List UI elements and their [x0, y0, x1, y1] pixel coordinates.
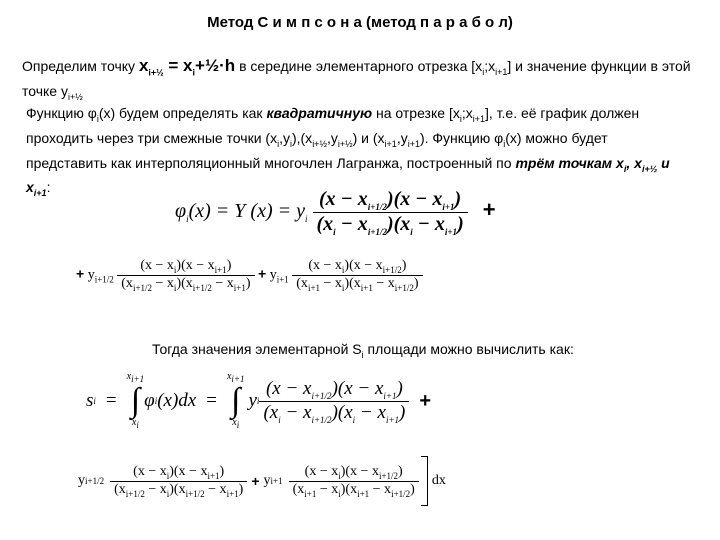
text: ;x	[484, 58, 496, 74]
formula-area-integral	[86, 372, 431, 430]
emphasis: квадратичную	[266, 105, 373, 121]
numerator	[259, 378, 409, 401]
text: ], т.е. её график должен проходить через три смежные точки (x	[26, 105, 640, 146]
subscript: i+½	[312, 138, 327, 149]
text: − x	[204, 481, 227, 497]
text: − x	[211, 275, 234, 291]
subscript: i+1/2	[132, 282, 153, 293]
subscript: i+1	[360, 282, 373, 293]
text: − x	[320, 275, 342, 291]
text: y	[248, 390, 257, 411]
subscript: i	[166, 470, 170, 481]
integral-icon: ∫	[231, 382, 241, 419]
paragraph-midpoint	[22, 56, 702, 107]
subscript: i+1/2	[94, 274, 114, 285]
subscript: i+1	[385, 414, 400, 425]
text: x	[131, 417, 137, 428]
subscript: i	[236, 420, 240, 430]
text: (x	[296, 275, 308, 291]
formula-midpoint	[138, 56, 236, 78]
subscript: i	[256, 396, 260, 406]
text: )	[454, 188, 462, 210]
text: y	[87, 267, 95, 283]
text: )	[245, 275, 251, 291]
text: − x	[335, 213, 368, 235]
formula-lagrange-2	[76, 258, 423, 293]
subscript: i+1/2	[367, 227, 387, 237]
subscript: i+1	[214, 264, 227, 275]
subscript: i+1/2	[367, 202, 387, 212]
subscript: i+1/2	[311, 414, 332, 425]
subscript: i+1/2	[192, 282, 212, 293]
text: ;x	[461, 105, 473, 121]
fraction	[313, 188, 468, 237]
text: − x	[369, 481, 392, 497]
integral	[227, 372, 245, 430]
text: (x − x	[308, 258, 342, 273]
subscript: i+1	[383, 390, 397, 401]
subscript: i+1/2	[85, 476, 105, 486]
numerator	[292, 258, 422, 275]
numerator	[117, 258, 254, 275]
numerator	[313, 188, 468, 212]
text: (x − x	[133, 463, 167, 479]
text: )	[401, 258, 407, 273]
subscript: i	[96, 113, 99, 124]
text: ,y	[396, 129, 408, 146]
denominator	[313, 212, 468, 237]
text: − x	[355, 401, 386, 423]
text: )(x − x	[344, 258, 383, 273]
fraction	[256, 377, 409, 425]
integral-icon: ∫	[130, 382, 141, 419]
text: ,y	[279, 129, 290, 146]
numerator	[289, 464, 419, 481]
text: dx	[431, 473, 446, 488]
text: и x	[26, 154, 670, 196]
fraction	[117, 258, 254, 293]
text: (x − x	[265, 377, 312, 399]
text: )(x − x	[169, 463, 208, 479]
text: (x	[114, 481, 126, 497]
subscript: i	[410, 227, 413, 237]
subscript: i+1	[131, 374, 145, 384]
text: на отрезке [x	[372, 105, 460, 121]
text: − x	[280, 401, 312, 423]
text: y	[78, 473, 85, 488]
text: )(x − x	[176, 258, 215, 273]
text: )(x	[340, 481, 358, 497]
equals-sign: =	[105, 390, 117, 411]
text: − x	[412, 213, 445, 235]
subscript: i	[173, 264, 177, 275]
text: )	[457, 213, 464, 235]
subscript: i+1	[442, 202, 455, 212]
subscript: i+1	[276, 274, 289, 285]
formula-area-continued	[78, 456, 446, 506]
subscript: i	[154, 396, 158, 406]
text: (x) будем определять как	[98, 105, 267, 121]
equals-sign: =	[206, 390, 217, 411]
subscript: i+1	[444, 227, 458, 237]
subscript: i+½	[148, 67, 164, 78]
plus-sign: +	[251, 473, 260, 489]
text: Функцию φ	[26, 105, 97, 121]
subscript: i+1/2	[185, 488, 205, 499]
subscript: i	[277, 138, 280, 149]
plus-sign: +	[419, 389, 432, 412]
fraction	[289, 464, 419, 499]
subscript: i	[289, 138, 292, 149]
plus-sign: +	[258, 265, 267, 282]
subscript: i+1	[472, 113, 485, 124]
text: в середине элементарного отрезка [x	[235, 58, 483, 74]
text: (x	[292, 481, 305, 497]
subscript: i+1	[495, 66, 508, 77]
text: )	[396, 377, 403, 399]
text: )	[399, 401, 406, 423]
subscript: i	[333, 227, 336, 237]
subscript: i	[459, 113, 462, 124]
phi-symbol: φ	[144, 390, 155, 411]
text: (x	[121, 275, 133, 291]
plus-sign: +	[482, 197, 496, 223]
text: s	[86, 390, 94, 411]
text: x	[138, 56, 149, 75]
subscript: i	[173, 282, 177, 293]
text: − x	[144, 481, 167, 497]
text: ). Функцию φ	[419, 129, 504, 146]
subscript: i+1	[407, 138, 420, 149]
text: )	[238, 481, 244, 497]
text: − x	[372, 275, 395, 291]
subscript: i	[352, 414, 356, 425]
subscript: i+1	[233, 282, 246, 293]
subscript: i+1	[307, 282, 321, 293]
text: )(x	[386, 213, 411, 235]
denominator	[292, 275, 422, 293]
text: − x	[316, 481, 339, 497]
text: трём точкам x	[515, 154, 624, 171]
subscript: i	[304, 214, 308, 225]
subscript: i	[278, 414, 281, 425]
text: , x	[626, 154, 642, 171]
text: (x − x	[140, 258, 174, 273]
text: ,y	[326, 129, 338, 146]
text: (x	[316, 213, 334, 235]
denominator	[289, 481, 419, 499]
text: − x	[152, 275, 174, 291]
subscript: i	[186, 214, 189, 225]
phi-symbol: φ	[175, 200, 187, 223]
text: y	[263, 473, 271, 488]
text: )(x − x	[331, 377, 384, 399]
text: )(x	[176, 275, 193, 291]
denominator	[110, 481, 247, 499]
text: ),(x	[291, 129, 313, 146]
subscript: i	[192, 67, 196, 78]
subscript: i	[93, 396, 96, 406]
text: )(x − x	[340, 463, 379, 479]
subscript: i+1	[304, 488, 317, 499]
subscript: i+1	[226, 488, 239, 499]
subscript: i+1/2	[394, 282, 414, 293]
text: ] и значение функции в этой точке y	[22, 58, 691, 100]
subscript: i+1/2	[311, 390, 332, 401]
plus-sign: +	[76, 265, 85, 282]
text: y	[269, 267, 277, 283]
subscript: i+½	[641, 163, 658, 174]
subscript: i	[503, 138, 506, 149]
subscript: i+1/2	[125, 488, 145, 499]
text: )	[398, 463, 403, 479]
text: x	[226, 371, 232, 382]
text: (x)dx	[157, 390, 197, 411]
subscript: i	[166, 488, 170, 499]
text: Тогда значения элементарной S	[152, 341, 362, 357]
fraction	[110, 464, 247, 499]
text: (x − x	[304, 463, 339, 479]
subscript: i	[338, 488, 341, 499]
page-title: Метод С и м п с о н а (метод п а р а б о л)	[207, 14, 513, 31]
text: (x) можно будет представить как интерполяционный многочлен Лагранжа, построенный по	[26, 129, 608, 171]
numerator	[110, 464, 247, 481]
formula-lagrange-1	[175, 188, 496, 237]
subscript: i+1	[207, 470, 220, 481]
text: )	[226, 258, 232, 273]
text: = x	[163, 56, 193, 75]
text: Определим точку	[22, 58, 139, 74]
subscript: i+1	[357, 488, 370, 499]
subscript: i	[136, 420, 139, 430]
text: )	[219, 463, 225, 479]
right-bracket-icon	[421, 456, 428, 506]
subscript: i+1	[231, 374, 245, 384]
text: x	[232, 417, 237, 428]
subscript: i+1/2	[382, 264, 402, 275]
subscript: i	[338, 470, 341, 481]
subscript: i	[623, 163, 627, 174]
subscript: i+1/2	[378, 470, 399, 481]
paragraph-area	[152, 340, 672, 365]
text: )(x − x	[386, 188, 443, 210]
text: )(x	[331, 401, 353, 423]
denominator	[259, 401, 409, 425]
text: (x) = Y (x) = y	[188, 200, 305, 223]
subscript: i+1	[270, 476, 283, 486]
subscript: i	[482, 66, 485, 77]
denominator	[117, 275, 254, 293]
subscript: i+1/2	[391, 488, 411, 499]
text: )	[410, 481, 415, 497]
subscript: i+1	[33, 188, 47, 199]
subscript: i	[361, 349, 364, 360]
text: ) и (x	[352, 129, 385, 146]
text: )(x	[169, 481, 186, 497]
text: (x − x	[319, 188, 368, 210]
text: (x	[263, 401, 279, 423]
fraction	[292, 258, 422, 293]
subscript: i	[341, 282, 345, 293]
subscript: i	[341, 264, 345, 275]
text: )(x	[344, 275, 361, 291]
subscript: i+1	[384, 138, 397, 149]
text: +½·h	[195, 56, 236, 75]
text: x	[126, 371, 132, 382]
integral	[127, 372, 145, 430]
subscript: i+½	[337, 138, 353, 149]
text: площади можно вычислить как:	[363, 341, 574, 357]
text: )	[413, 275, 419, 291]
text: :	[46, 179, 51, 196]
subscript: i+½	[68, 92, 83, 103]
